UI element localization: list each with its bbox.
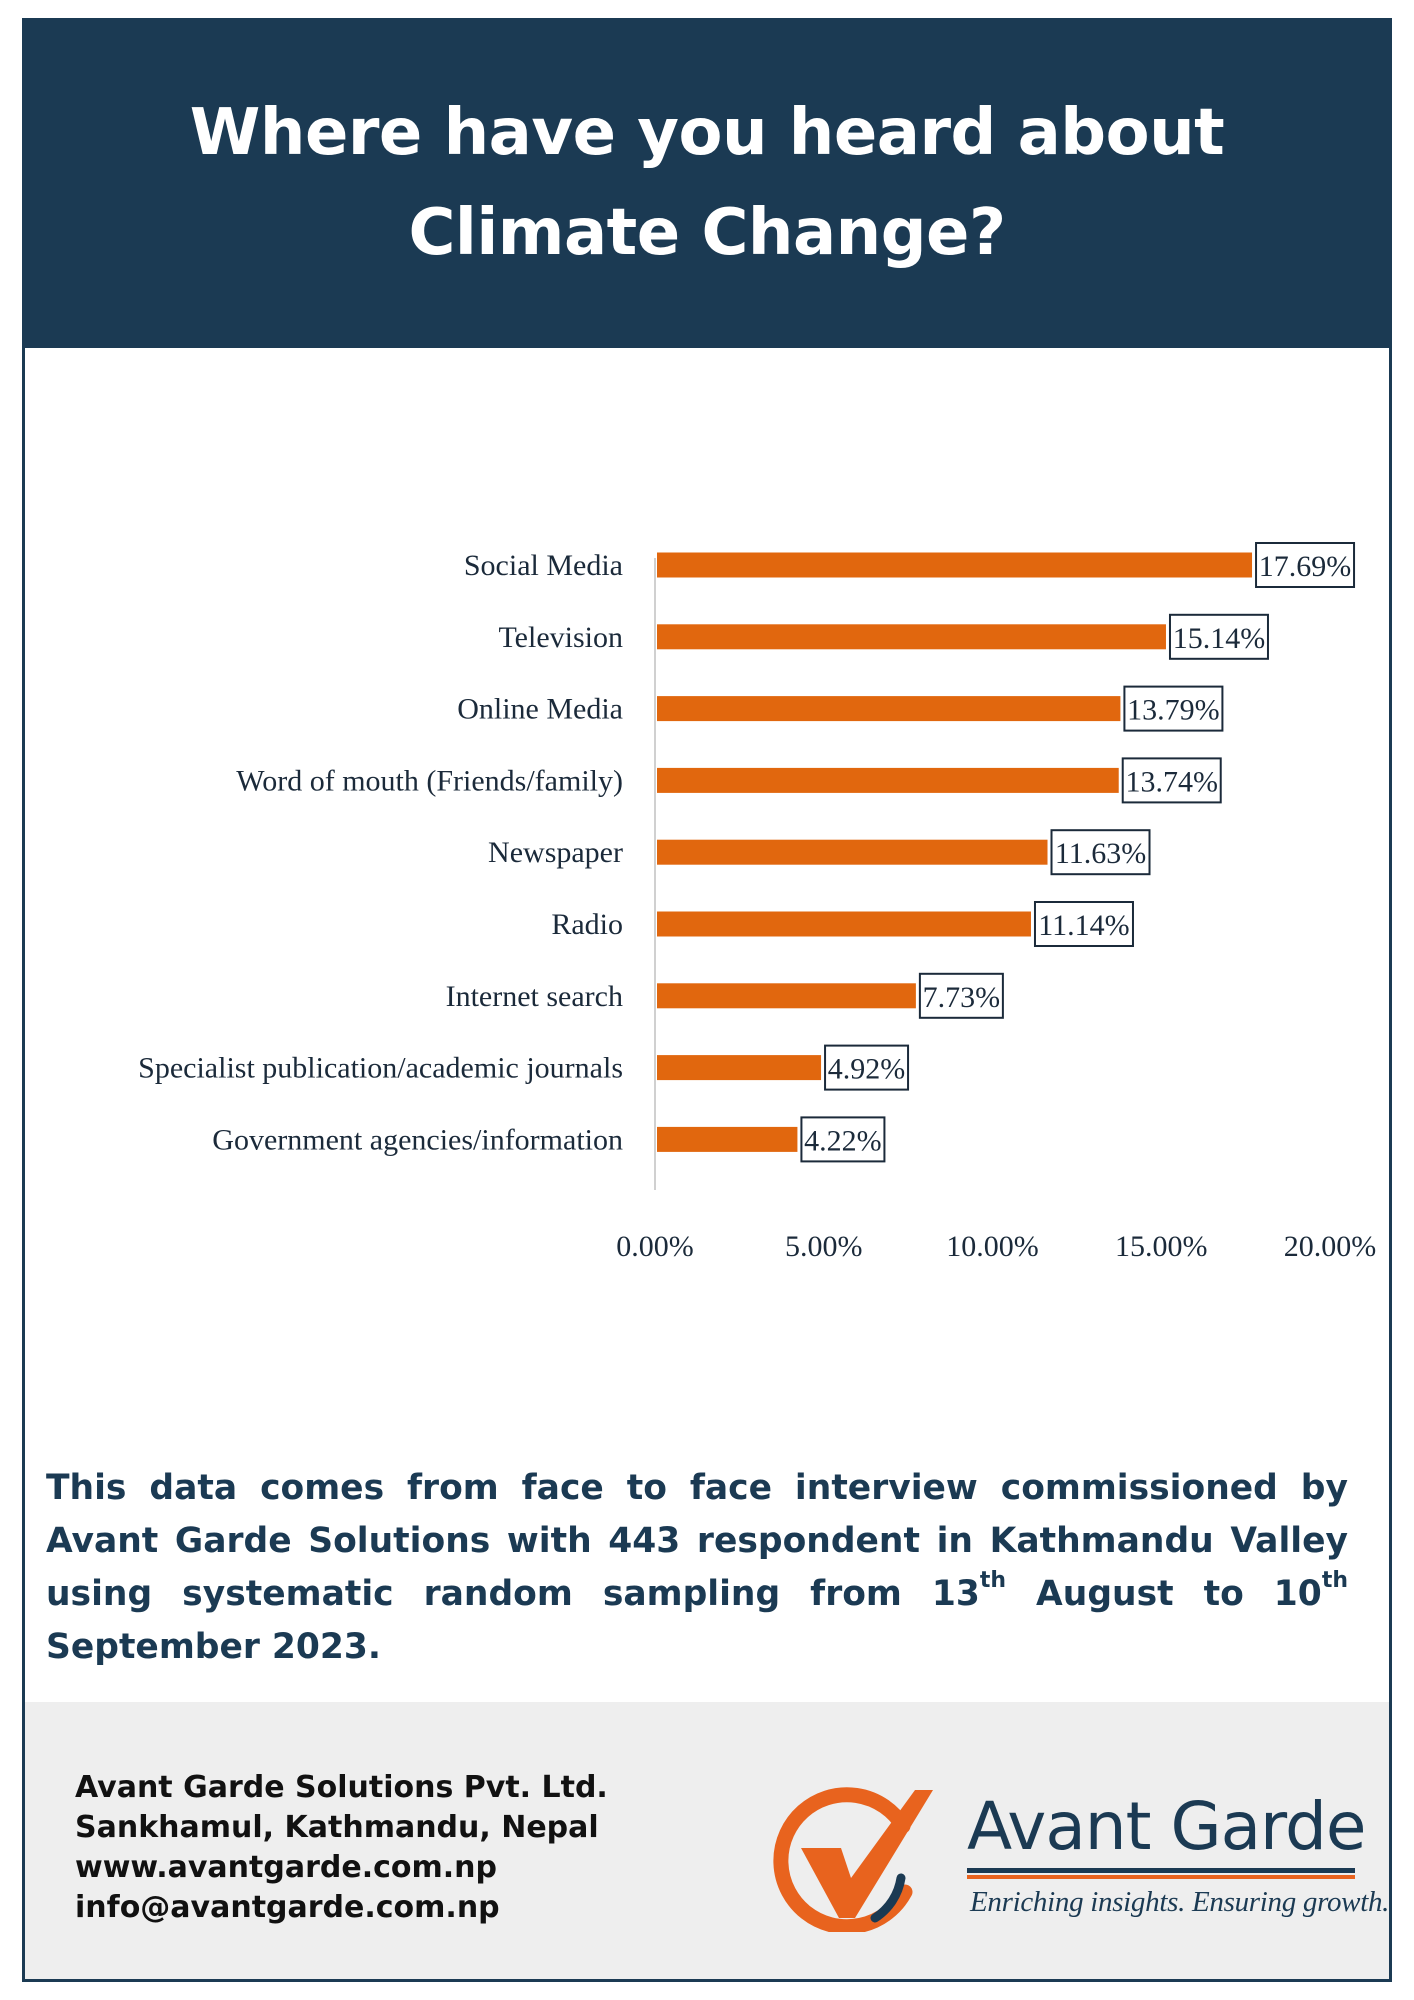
- x-tick-label: 0.00%: [616, 1230, 694, 1260]
- data-label: 4.22%: [804, 1124, 882, 1158]
- email-link[interactable]: info@avantgarde.com.np: [75, 1890, 500, 1925]
- chart-svg: [30, 540, 1390, 1260]
- bar: [657, 912, 1031, 937]
- category-label: Specialist publication/academic journals: [138, 1051, 623, 1085]
- contact-block: [75, 1768, 608, 1928]
- data-label: 15.14%: [1172, 621, 1266, 655]
- data-label: 11.63%: [1054, 837, 1147, 871]
- page-title: Where have you heard about Climate Change?: [189, 96, 1225, 270]
- footer: [25, 1702, 1389, 1979]
- bar: [657, 1127, 797, 1152]
- brand-underline: [967, 1868, 1355, 1879]
- bar: [657, 768, 1119, 793]
- methodology-note: [46, 1462, 1348, 1674]
- data-label: 13.74%: [1125, 765, 1218, 799]
- note-text-1: This data comes from face to face interview commissioned by Avant Garde Solutions with 443 respondent in Kathmandu Valley using systematic random sampling from 13: [46, 1468, 1348, 1614]
- category-label: Online Media: [457, 692, 623, 726]
- category-label: Television: [498, 620, 623, 654]
- category-label: Social Media: [463, 549, 623, 582]
- x-tick-label: 20.00%: [1283, 1230, 1377, 1260]
- x-tick-label: 5.00%: [785, 1230, 863, 1260]
- bar: [657, 696, 1120, 721]
- category-label: Newspaper: [488, 836, 623, 870]
- category-label: Government agencies/information: [212, 1123, 623, 1157]
- x-tick-label: 15.00%: [1115, 1230, 1208, 1260]
- avant-garde-logo: [755, 1782, 1390, 1932]
- checkmark-logo-icon: [755, 1782, 935, 1932]
- website-link[interactable]: www.avantgarde.com.np: [75, 1850, 497, 1885]
- x-tick-label: 10.00%: [946, 1230, 1039, 1260]
- note-text-3: September 2023.: [46, 1627, 382, 1667]
- data-label: 17.69%: [1258, 550, 1352, 583]
- bar: [657, 1055, 821, 1080]
- category-label: Radio: [551, 908, 623, 941]
- title-banner: [22, 18, 1392, 348]
- data-label: 4.92%: [827, 1052, 906, 1086]
- category-label: Internet search: [445, 979, 623, 1013]
- note-text-2: August to 10: [1006, 1574, 1322, 1614]
- data-label: 11.14%: [1038, 909, 1130, 942]
- note-superscript-2: th: [1321, 1568, 1348, 1593]
- bar: [657, 983, 916, 1008]
- bar-chart: [30, 540, 1390, 1260]
- note-superscript-1: th: [979, 1568, 1007, 1593]
- company-name: Avant Garde Solutions Pvt. Ltd.: [75, 1770, 608, 1805]
- bar: [657, 624, 1166, 649]
- category-label: Word of mouth (Friends/family): [236, 764, 623, 798]
- company-address: Sankhamul, Kathmandu, Nepal: [75, 1810, 599, 1845]
- data-label: 13.79%: [1127, 693, 1220, 727]
- bar: [657, 553, 1252, 578]
- bar: [657, 840, 1048, 865]
- data-label: 7.73%: [922, 980, 1001, 1014]
- brand-name: Avant Garde: [967, 1788, 1366, 1865]
- brand-tagline: Enriching insights. Ensuring growth.: [970, 1886, 1390, 1918]
